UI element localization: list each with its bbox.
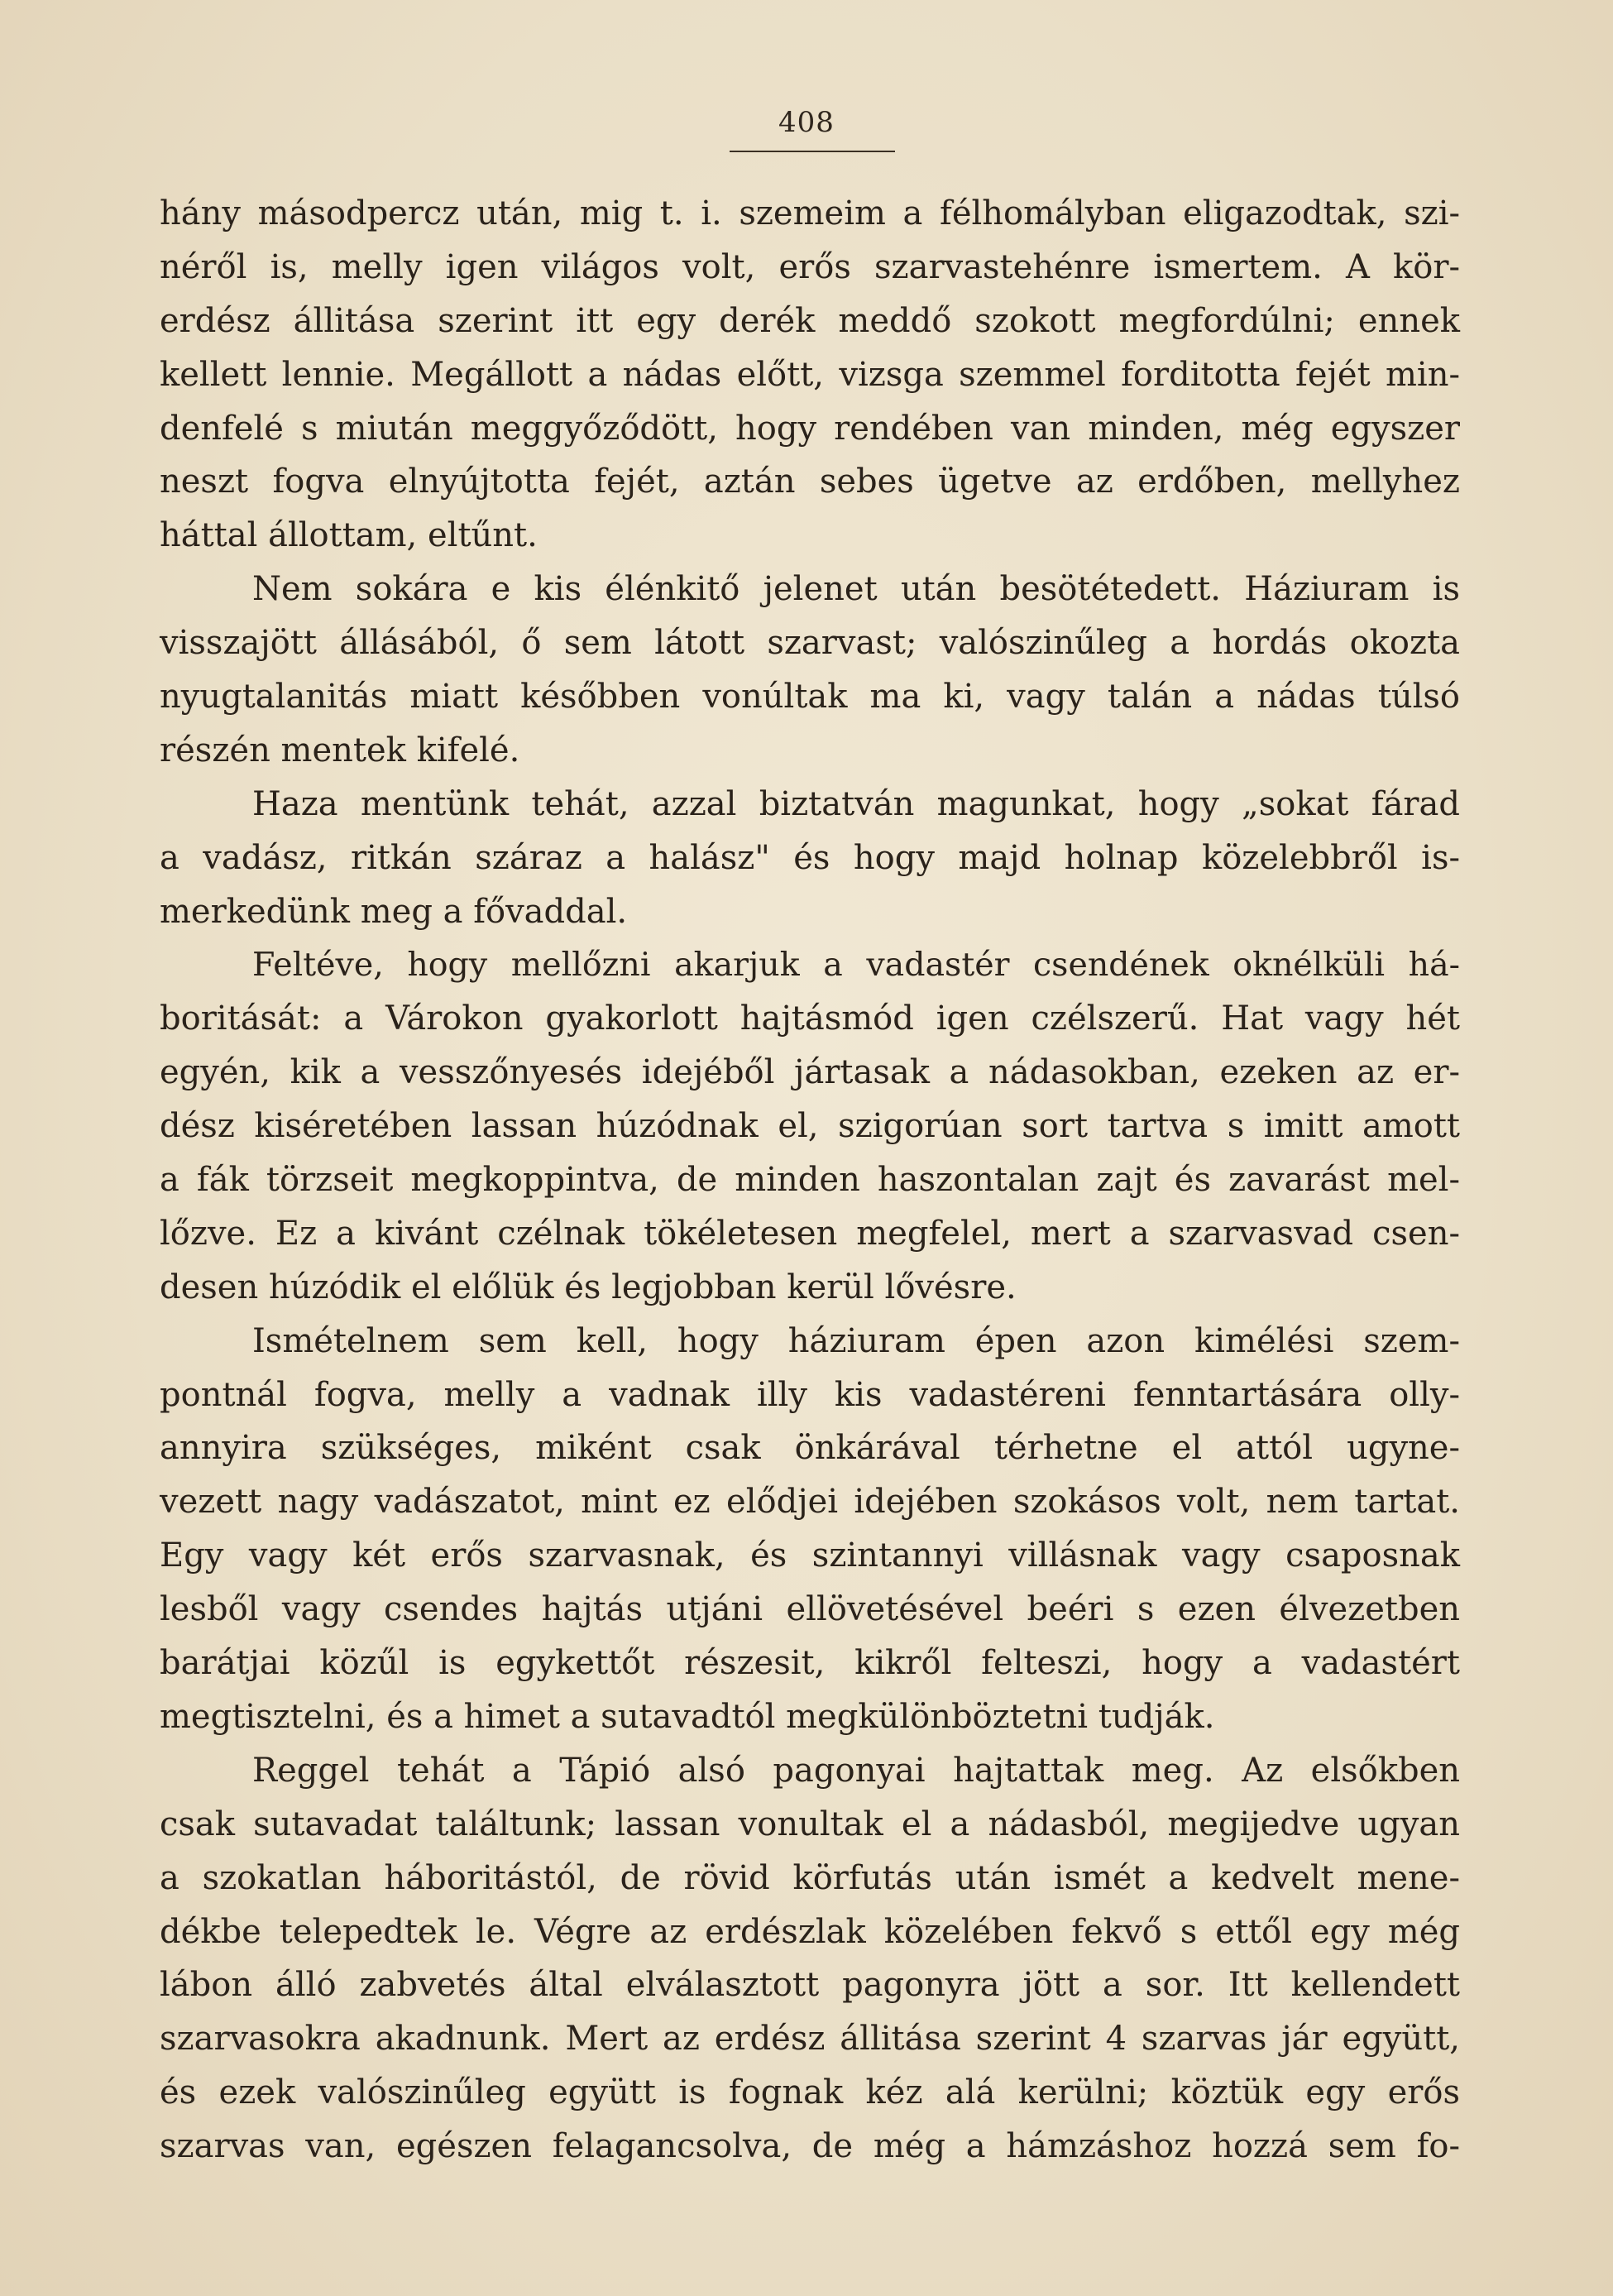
text-line: lábon álló zabvetés által elválasztott pagonyra jött a sor. Itt kellendett	[160, 1966, 1460, 2005]
page-number: 408	[778, 106, 835, 139]
text-line: Haza mentünk tehát, azzal biztatván magunkat, hogy „sokat fárad	[252, 784, 1460, 823]
text-line: pontnál fogva, melly a vadnak illy kis vadastéreni fenntartására olly-	[160, 1375, 1460, 1414]
text-line: neszt fogva elnyújtotta fejét, aztán sebes ügetve az erdőben, mellyhez	[160, 463, 1460, 501]
text-line: szarvasokra akadnunk. Mert az erdész állitása szerint 4 szarvas jár együtt,	[160, 2020, 1460, 2059]
text-line: Nem sokára e kis élénkitő jelenet után besötétedett. Háziuram is	[252, 570, 1460, 609]
text-line: annyira szükséges, miként csak önkárával térhetne el attól ugyne-	[160, 1429, 1460, 1468]
text-line: csak sutavadat találtunk; lassan vonultak el a nádasból, megijedve ugyan	[160, 1805, 1460, 1843]
text-line: a vadász, ritkán száraz a halász" és hogy majd holnap közelebbről is-	[160, 838, 1460, 877]
text-line: háttal állottam, eltűnt.	[160, 516, 538, 555]
text-line: Ismételnem sem kell, hogy háziuram épen azon kimélési szem-	[252, 1321, 1460, 1360]
text-line: szarvas van, egészen felagancsolva, de még a hámzáshoz hozzá sem fo-	[160, 2127, 1460, 2166]
text-line: Egy vagy két erős szarvasnak, és szintannyi villásnak vagy csaposnak	[160, 1536, 1460, 1575]
text-line: kellett lennie. Megállott a nádas előtt, vizsga szemmel forditotta fejét min-	[160, 355, 1460, 394]
text-line: Feltéve, hogy mellőzni akarjuk a vadastér csendének oknélküli há-	[252, 946, 1460, 985]
text-line: dékbe telepedtek le. Végre az erdészlak közelében fekvő s ettől egy még	[160, 1912, 1460, 1951]
text-line: barátjai közűl is egykettőt részesit, kikről felteszi, hogy a vadastért	[160, 1644, 1460, 1683]
text-line: lőzve. Ez a kivánt czélnak tökéletesen megfelel, mert a szarvasvad csen-	[160, 1214, 1460, 1253]
text-line: desen húzódik el előlük és legjobban kerül lővésre.	[160, 1268, 1017, 1306]
text-line: denfelé s miután meggyőződött, hogy rendében van minden, még egyszer	[160, 409, 1460, 448]
text-line: lesből vagy csendes hajtás utjáni ellövetésével beéri s ezen élvezetben	[160, 1590, 1460, 1629]
text-line: dész kiséretében lassan húzódnak el, szigorúan sort tartva s imitt amott	[160, 1107, 1460, 1146]
header-rule	[730, 151, 895, 152]
text-line: részén mentek kifelé.	[160, 731, 520, 769]
text-line: és ezek valószinűleg együtt is fognak kéz alá kerülni; köztük egy erős	[160, 2073, 1460, 2112]
text-line: a szokatlan háboritástól, de rövid körfutás után ismét a kedvelt mene-	[160, 1858, 1460, 1897]
text-line: Reggel tehát a Tápió alsó pagonyai hajtattak meg. Az elsőkben	[252, 1751, 1460, 1790]
text-line: vezett nagy vadászatot, mint ez elődjei idejében szokásos volt, nem tartat.	[160, 1483, 1460, 1522]
text-line: merkedünk meg a fővaddal.	[160, 892, 628, 931]
text-line: a fák törzseit megkoppintva, de minden haszontalan zajt és zavarást mel-	[160, 1161, 1460, 1200]
body-text	[160, 187, 1460, 2174]
text-line: megtisztelni, és a himet a sutavadtól megkülönböztetni tudják.	[160, 1697, 1215, 1736]
text-line: visszajött állásából, ő sem látott szarvast; valószinűleg a hordás okozta	[160, 624, 1460, 663]
text-line: néről is, melly igen világos volt, erős szarvastehénre ismertem. A kör-	[160, 247, 1460, 286]
text-line: hány másodpercz után, mig t. i. szemeim a félhomályban eligazodtak, szi-	[160, 194, 1460, 232]
text-line: boritását: a Várokon gyakorlott hajtásmód igen czélszerű. Hat vagy hét	[160, 999, 1460, 1038]
text-line: egyén, kik a vesszőnyesés idejéből jártasak a nádasokban, ezeken az er-	[160, 1053, 1460, 1092]
text-line: erdész állitása szerint itt egy derék meddő szokott megfordúlni; ennek	[160, 301, 1460, 340]
text-line: nyugtalanitás miatt későbben vonúltak ma ki, vagy talán a nádas túlsó	[160, 678, 1460, 717]
